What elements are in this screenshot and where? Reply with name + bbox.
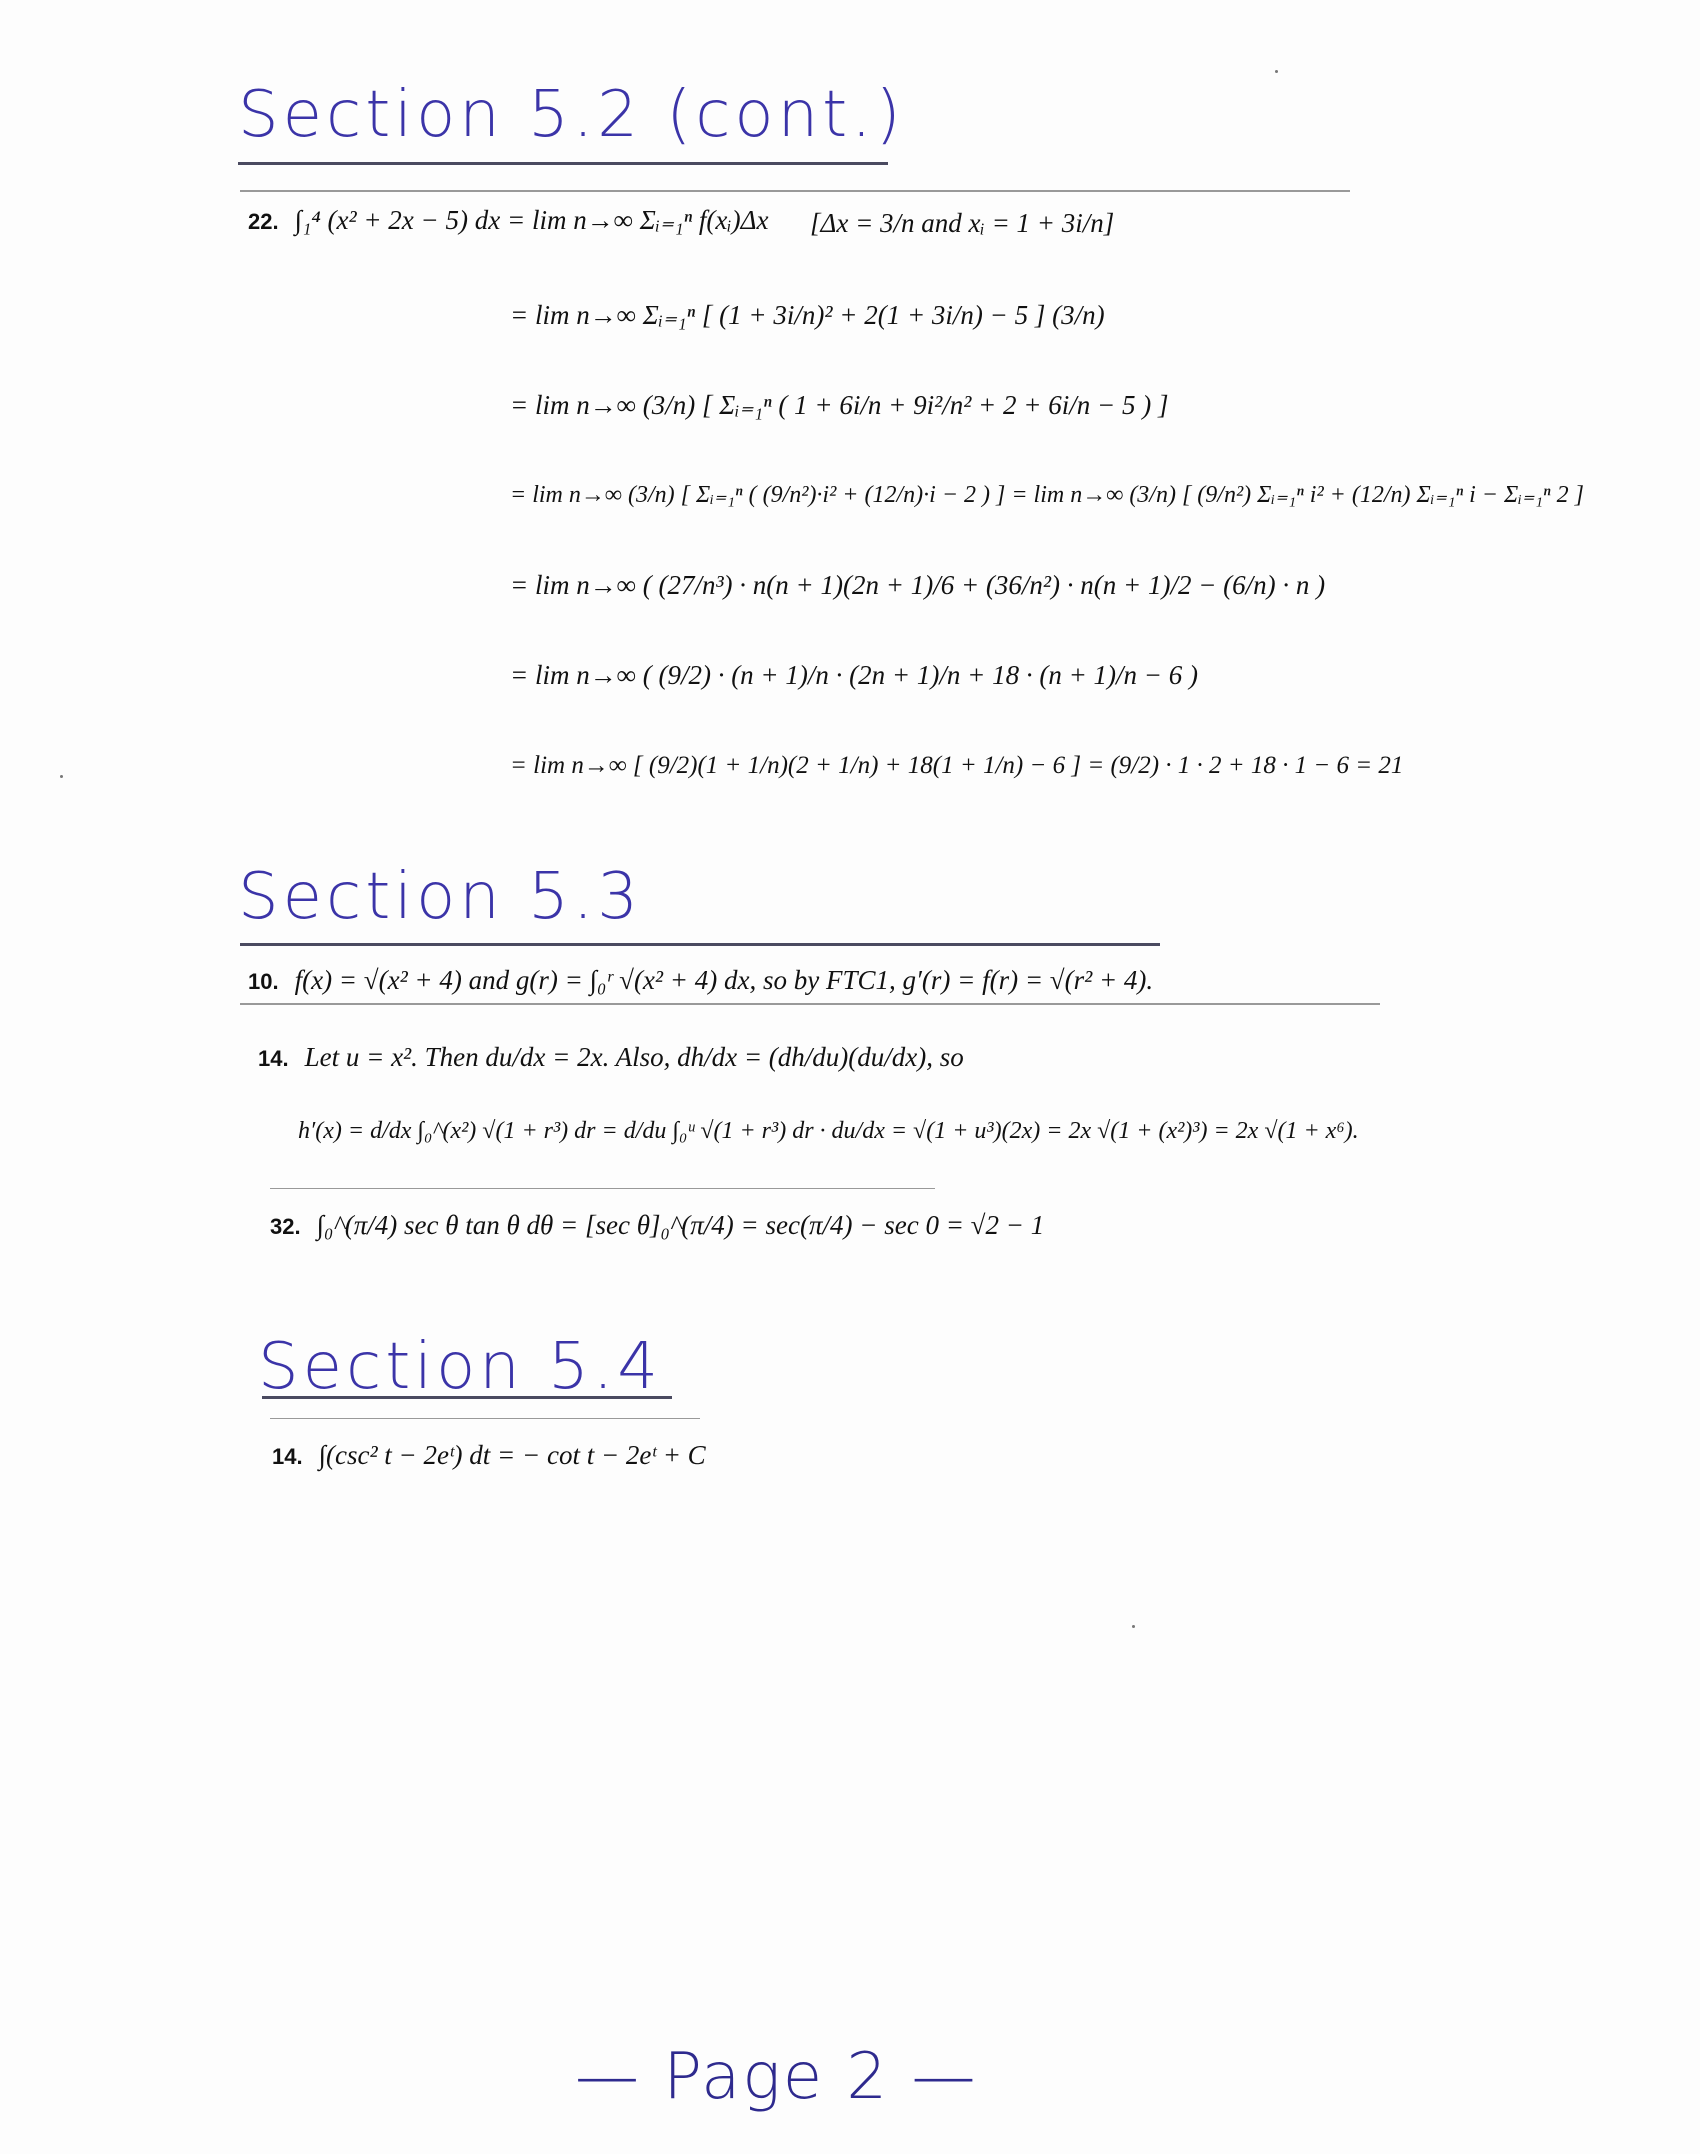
- problem-statement: ∫(csc² t − 2eᵗ) dt = − cot t − 2eᵗ + C: [318, 1440, 706, 1470]
- section-divider: [270, 1418, 700, 1419]
- section-divider: [240, 1003, 1380, 1005]
- section-heading-5-4: Section 5.4: [258, 1330, 662, 1404]
- problem-number: 14.: [272, 1444, 303, 1469]
- problem-32: [270, 1210, 1044, 1241]
- scan-speck: [60, 775, 63, 778]
- problem-14-antiderivative: [272, 1440, 706, 1471]
- problem-10: [248, 965, 1153, 996]
- problem-number: 22.: [248, 209, 279, 234]
- problem-22: [248, 205, 768, 236]
- problem-number: 32.: [270, 1214, 301, 1239]
- heading-underline: [262, 1396, 672, 1399]
- section-divider: [270, 1188, 935, 1189]
- problem-number: 10.: [248, 969, 279, 994]
- work-step-6: = lim n→∞ [ (9/2)(1 + 1/n)(2 + 1/n) + 18(1 + 1/n) − 6 ] = (9/2) · 1 · 2 + 18 · 1 − 6 = 21: [510, 752, 1404, 779]
- page-number-footer: — Page 2 —: [575, 2040, 978, 2114]
- work-step-4: = lim n→∞ ( (27/n³) · n(n + 1)(2n + 1)/6 + (36/n²) · n(n + 1)/2 − (6/n) · n ): [510, 570, 1326, 600]
- problem-14-ftc: [258, 1042, 964, 1073]
- work-step-1: = lim n→∞ Σᵢ₌₁ⁿ [ (1 + 3i/n)² + 2(1 + 3i/n) − 5 ] (3/n): [510, 300, 1105, 330]
- work-step-3: = lim n→∞ (3/n) [ Σᵢ₌₁ⁿ ( (9/n²)·i² + (12/n)·i − 2 ) ] = lim n→∞ (3/n) [ (9/n²) Σᵢ₌₁ⁿ i² + (12/n) Σᵢ₌₁ⁿ i − Σᵢ₌₁ⁿ 2 ]: [510, 482, 1584, 508]
- heading-underline: [240, 943, 1160, 946]
- problem-statement: f(x) = √(x² + 4) and g(r) = ∫₀ʳ √(x² + 4) dx, so by FTC1, g′(r) = f(r) = √(r² + 4).: [294, 965, 1154, 995]
- section-divider: [240, 190, 1350, 192]
- problem-statement: ∫₀^(π/4) sec θ tan θ dθ = [sec θ]₀^(π/4) = sec(π/4) − sec 0 = √2 − 1: [316, 1210, 1045, 1240]
- work-step-5: = lim n→∞ ( (9/2) · (n + 1)/n · (2n + 1)/n + 18 · (n + 1)/n − 6 ): [510, 660, 1198, 690]
- problem-statement: Let u = x². Then du/dx = 2x. Also, dh/dx = (dh/du)(du/dx), so: [304, 1042, 964, 1072]
- heading-underline: [238, 162, 888, 165]
- work-step-2: = lim n→∞ (3/n) [ Σᵢ₌₁ⁿ ( 1 + 6i/n + 9i²/n² + 2 + 6i/n − 5 ) ]: [510, 390, 1169, 420]
- section-heading-5-3: Section 5.3: [238, 860, 642, 934]
- scan-speck: [1275, 70, 1278, 73]
- scan-speck: [1132, 1625, 1135, 1628]
- problem-statement: ∫₁⁴ (x² + 2x − 5) dx = lim n→∞ Σᵢ₌₁ⁿ f(xᵢ)Δx: [294, 205, 769, 235]
- problem-number: 14.: [258, 1046, 289, 1071]
- work-step-h-prime: h′(x) = d/dx ∫₀^(x²) √(1 + r³) dr = d/du ∫₀ᵘ √(1 + r³) dr · du/dx = √(1 + u³)(2x) = 2x √(1 + (x²)³) = 2x √(1 + x⁶).: [298, 1118, 1359, 1144]
- problem-22-note: [Δx = 3/n and xᵢ = 1 + 3i/n]: [810, 208, 1115, 238]
- section-heading-5-2-cont: Section 5.2 (cont.): [238, 78, 905, 152]
